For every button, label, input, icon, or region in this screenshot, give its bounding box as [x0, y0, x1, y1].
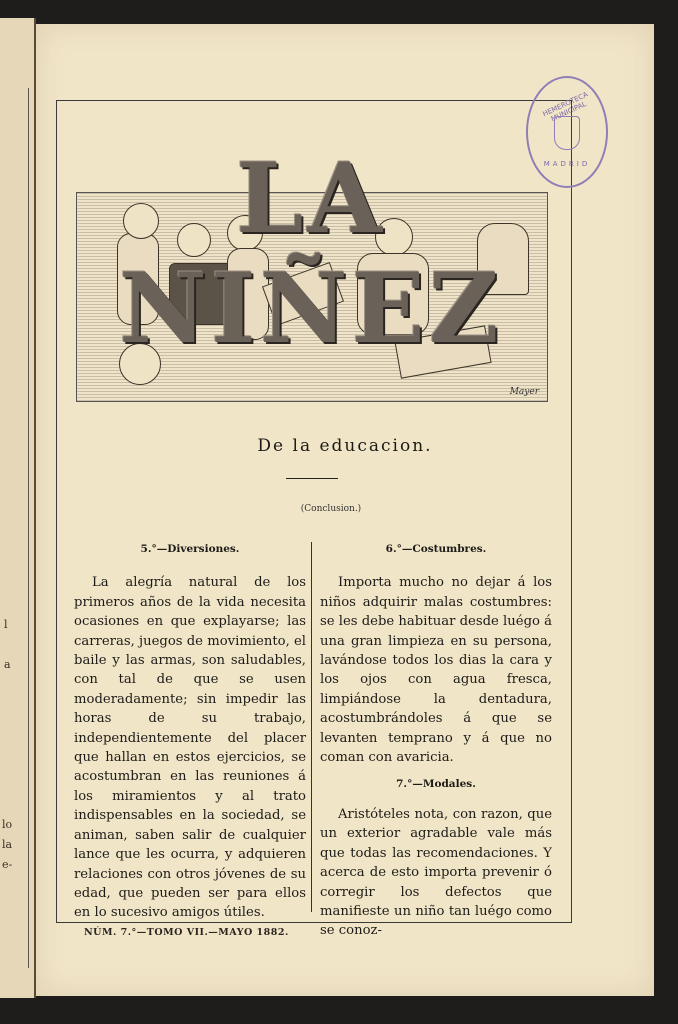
- title-rule: [286, 478, 338, 479]
- left-page-edge: [0, 18, 36, 998]
- left-page-fragment: lo: [2, 818, 13, 831]
- article-note: (Conclusion.): [300, 504, 362, 514]
- section-heading: 6.°—Costumbres.: [385, 543, 487, 555]
- stamp-top-text: HEMEROTECA MUNICIPAL: [541, 90, 590, 124]
- right-column: [320, 540, 552, 941]
- masthead-illustration: [76, 144, 546, 404]
- section-heading: 7.°—Modales.: [396, 778, 476, 791]
- section-heading: 5.°—Diversiones.: [140, 543, 240, 555]
- left-page-fragment: la: [2, 838, 13, 851]
- left-page-fragment: a: [4, 658, 11, 671]
- left-page-fragment: e-: [2, 858, 13, 871]
- issue-footer: NÚM. 7.°—TOMO VII.—MAYO 1882.: [84, 927, 289, 938]
- engraver-signature: Mayer: [509, 387, 539, 397]
- left-page-frame: [0, 88, 29, 968]
- left-column: [74, 540, 306, 923]
- magazine-page: [36, 24, 654, 996]
- article-title: De la educacion.: [257, 436, 433, 456]
- stamp-bottom-text: MADRID: [543, 160, 591, 168]
- paragraph: Importa mucho no dejar á los niños adquirir malas costumbres: se les debe habituar desde luégo á una gran limpieza en su persona, lavándose todos los dias la cara y los ojos con agua fresca, limpiándose la dentadura, acostumbrándoles á que se levanten temprano y á que no coman con avaricia.: [320, 575, 552, 766]
- paragraph: La alegría natural de los primeros años de la vida necesita ocasiones en que explayarse; las carreras, juegos de movimiento, el baile y las armas, son saludables, con tal de que se usen moderadamente; sin impedir las horas de su trabajo, independientemente del placer que hallan en estos ejercicios, se acostumbran en las reuniones á los miramientos y al trato indispensables en la sociedad, se animan, saben salir de cualquier lance que les ocurra, y adquieren relaciones con otros jóvenes de su edad, que pueden ser para ellos en lo sucesivo amigos útiles.: [74, 575, 306, 921]
- left-page-fragment: l: [4, 618, 8, 631]
- column-divider: [311, 542, 312, 912]
- stamp-crest-icon: [554, 116, 580, 150]
- paragraph: Aristóteles nota, con razon, que un exterior agradable vale más que todas las recomendaciones. Y acerca de esto importa prevenir ó corregir los defectos que manifieste un niño tan luégo como se conoz-: [320, 806, 552, 939]
- masthead-title: LA NIÑEZ: [119, 142, 503, 365]
